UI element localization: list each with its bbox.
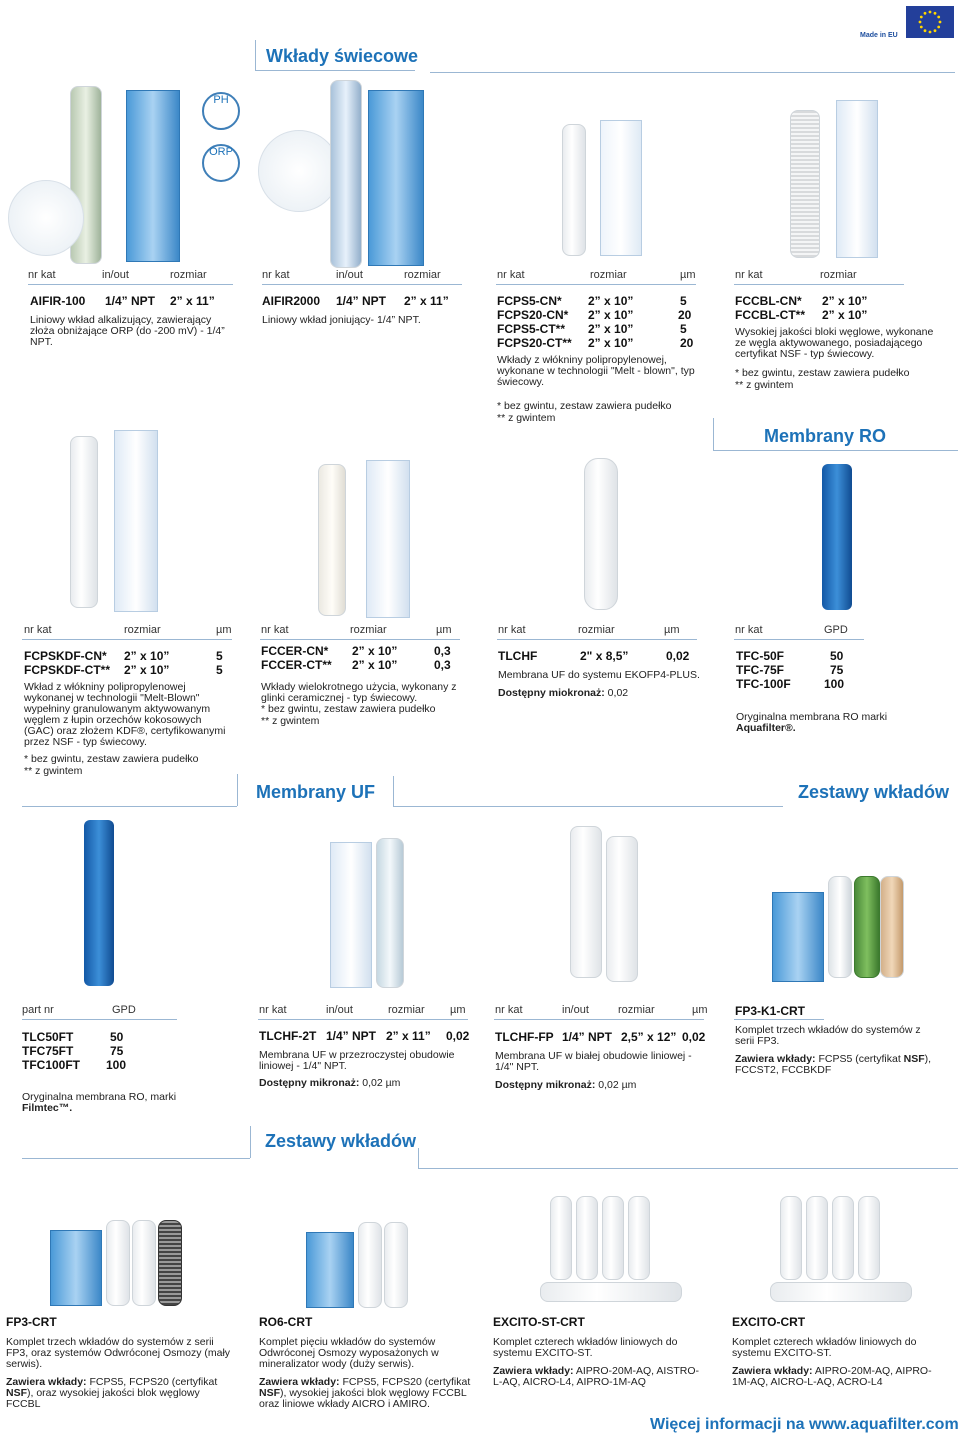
col-header: µm — [450, 1004, 466, 1016]
product-image-fp3-k1-crt — [772, 872, 902, 982]
footnote: ** z gwintem — [497, 412, 556, 424]
product-description: Komplet pięciu wkładów do systemów Odwróconej Osmozy wyposażonych w mineralizator wody (duży serwis). — [259, 1336, 439, 1370]
section-rule — [418, 1168, 958, 1169]
product-micron: 5 — [216, 663, 223, 677]
contents-label: Zawiera wkłady: — [493, 1365, 574, 1377]
product-code: TLCHF-2T — [259, 1029, 317, 1043]
availability-label: Dostępny mikronaż: — [259, 1077, 360, 1089]
col-header: rozmiar — [590, 269, 627, 281]
product-micron: 0,3 — [434, 644, 451, 658]
table-rule — [22, 1019, 177, 1020]
availability — [498, 688, 628, 699]
contents-cert: NSF — [259, 1387, 280, 1399]
availability-label: Dostępny miokronaż: — [498, 687, 605, 699]
table-rule — [494, 1019, 704, 1020]
product-gpd: 50 — [110, 1030, 124, 1044]
product-contents — [493, 1366, 708, 1388]
product-image-tlchf-fp — [570, 826, 650, 984]
product-contents — [259, 1377, 484, 1410]
section-rule-v — [237, 774, 238, 806]
product-image-excito-crt — [770, 1196, 920, 1312]
orp-badge-icon — [202, 144, 240, 182]
product-code: TFC-100F — [736, 677, 791, 691]
section-rule-v — [713, 418, 714, 450]
product-gpd: 50 — [830, 649, 844, 663]
contents-label: Zawiera wkłady: — [735, 1053, 816, 1065]
footnote: * bez gwintu, zestaw zawiera pudełko — [24, 753, 199, 765]
section-title-swiecowe: Wkłady świecowe — [266, 46, 419, 66]
eu-flag-icon — [906, 6, 954, 38]
ph-badge-icon — [202, 92, 240, 130]
product-description: Liniowy wkład alkalizujący, zawierający złoża obniżające ORP (do -200 mV) - 1/4” NPT. — [30, 314, 225, 348]
product-code: FCCER-CT** — [261, 658, 332, 672]
product-image-tlchf-2t — [330, 838, 440, 988]
col-header: in/out — [562, 1004, 589, 1016]
product-code: FCCBL-CT** — [735, 308, 805, 322]
product-code: FCPS5-CN* — [497, 294, 562, 308]
product-code: FCPSKDF-CT** — [24, 663, 110, 677]
table-rule — [258, 1019, 468, 1020]
col-header: nr kat — [735, 269, 763, 281]
col-header: rozmiar — [124, 624, 161, 636]
product-description: Wkłady wielokrotnego użycia, wykonany z glinki ceramicznej - typ świecowy. — [261, 681, 457, 704]
col-header: in/out — [326, 1004, 353, 1016]
table-rule — [734, 639, 864, 640]
footnote: ** z gwintem — [735, 379, 794, 391]
product-code: FCCBL-CN* — [735, 294, 802, 308]
orp-label: ORP — [209, 146, 233, 158]
col-header: rozmiar — [820, 269, 857, 281]
product-code: FP3-K1-CRT — [735, 1004, 806, 1018]
product-code: TLC50FT — [22, 1030, 74, 1044]
product-image-excito-st-crt — [540, 1196, 690, 1312]
ph-label: PH — [213, 94, 229, 106]
product-micron: 0,02 — [666, 649, 690, 663]
product-code: FCPS20-CT** — [497, 336, 572, 350]
col-header: rozmiar — [388, 1004, 425, 1016]
contents-text: AIPRO-20M-AQ, AISTRO-L-AQ, AICRO-L4, AIPRO-1M-AQ — [493, 1365, 699, 1388]
product-description: Membrana UF w przezroczystej obudowie liniowej - 1/4" NPT. — [259, 1049, 455, 1072]
contents-text: AIPRO-20M-AQ, AIPRO-1M-AQ, AICRO-L-AQ, ACRO-L4 — [732, 1365, 932, 1388]
col-header: rozmiar — [618, 1004, 655, 1016]
eu-stars-icon — [906, 6, 954, 38]
product-size: 2” x 11” — [404, 294, 449, 308]
product-description: Komplet trzech wkładów do systemów z serii FP3. — [735, 1024, 921, 1047]
product-contents — [6, 1377, 226, 1410]
product-code: FCPS20-CN* — [497, 308, 569, 322]
product-micron: 5 — [680, 294, 687, 308]
product-description: Membrana UF do systemu EKOFP4-PLUS. — [498, 669, 700, 681]
product-code: TLCHF — [498, 649, 538, 663]
product-code: FCPSKDF-CN* — [24, 649, 107, 663]
product-code: TFC75FT — [22, 1044, 74, 1058]
product-size: 2” x 10” — [352, 658, 398, 672]
section-rule-v — [418, 1148, 419, 1168]
contents-text: ), wysokiej jakości blok węglowy FCCBL oraz liniowe wkłady AICRO i AMIRO. — [259, 1387, 467, 1410]
contents-label: Zawiera wkłady: — [732, 1365, 813, 1377]
contents-text: ), FCCST2, FCCBKDF — [735, 1053, 932, 1076]
product-image-filmtec-membrane — [80, 820, 120, 988]
product-contents — [735, 1054, 945, 1076]
product-micron: 20 — [678, 308, 692, 322]
product-code: RO6-CRT — [259, 1315, 313, 1329]
section-rule — [713, 450, 958, 451]
footnote: * bez gwintu, zestaw zawiera pudełko — [261, 703, 436, 715]
made-in-eu-label: Made in EU — [860, 32, 898, 39]
footnote: * bez gwintu, zestaw zawiera pudełko — [497, 400, 672, 412]
product-description: Wkład z włókniny polipropylenowej wykonanej w technologii "Melt-Blown" wypełniny granulowanym aktywowanym węglem z łupin orzechów kokosowych (GAC) oraz złożem KDF®, certyfikowanymi przez NSF - typ świecowy. — [24, 681, 226, 748]
section-rule-v — [393, 776, 394, 806]
footnote: * bez gwintu, zestaw zawiera pudełko — [735, 367, 910, 379]
product-image-fcpskdf — [70, 430, 180, 615]
product-size: 2” x 10” — [352, 644, 398, 658]
section-rule — [393, 806, 783, 807]
col-header: nr kat — [262, 269, 290, 281]
product-description: Liniowy wkład joniujący- 1/4” NPT. — [262, 314, 421, 326]
table-rule — [260, 639, 460, 640]
product-image-fp3-crt — [50, 1218, 180, 1308]
col-header: rozmiar — [404, 269, 441, 281]
contents-label: Zawiera wkłady: — [6, 1376, 87, 1388]
product-image-aifir2000 — [258, 80, 478, 270]
brand-name: Filmtec™. — [22, 1102, 73, 1114]
col-header: nr kat — [497, 269, 525, 281]
table-rule — [496, 284, 696, 285]
product-image-fcps — [556, 120, 656, 260]
product-description: Komplet czterech wkładów liniowych do systemu EXCITO-ST. — [732, 1336, 917, 1359]
table-rule — [734, 284, 904, 285]
col-header: µm — [692, 1004, 708, 1016]
product-code: AIFIR2000 — [262, 294, 321, 308]
col-header: nr kat — [28, 269, 56, 281]
col-header: rozmiar — [170, 269, 207, 281]
product-code: FP3-CRT — [6, 1315, 57, 1329]
product-size: 2,5” x 12” — [621, 1030, 677, 1044]
product-gpd: 75 — [830, 663, 844, 677]
product-inout: 1/4” NPT — [326, 1029, 377, 1043]
section-title-zestawy-1: Zestawy wkładów — [798, 782, 950, 802]
product-contents — [732, 1366, 947, 1388]
product-image-fccer — [318, 460, 428, 620]
product-code: TFC-75F — [736, 663, 784, 677]
section-title-zestawy-2: Zestawy wkładów — [265, 1131, 417, 1151]
product-description: Membrana UF w białej obudowie liniowej - 1/4" NPT. — [495, 1050, 692, 1073]
product-description — [22, 1092, 222, 1114]
product-size: 2” x 10” — [124, 663, 170, 677]
product-description — [736, 712, 936, 734]
col-header: rozmiar — [350, 624, 387, 636]
description-text: Oryginalna membrana RO marki — [736, 711, 888, 723]
product-code: TLCHF-FP — [495, 1030, 554, 1044]
table-rule — [22, 639, 232, 640]
col-header: µm — [436, 624, 452, 636]
product-size: 2” x 10” — [124, 649, 170, 663]
contents-cert: NSF — [6, 1387, 27, 1399]
product-code: AIFIR-100 — [30, 294, 86, 308]
col-header: nr kat — [735, 624, 763, 636]
col-header: µm — [664, 624, 680, 636]
contents-text: FCPS5 (certyfikat — [815, 1053, 904, 1065]
col-header: in/out — [336, 269, 363, 281]
section-rule — [22, 806, 237, 807]
availability-label: Dostępny mikronaż: — [495, 1079, 596, 1091]
col-header: rozmiar — [578, 624, 615, 636]
availability-value: 0,02 — [604, 687, 629, 699]
col-header: nr kat — [495, 1004, 523, 1016]
product-size: 2” x 11” — [386, 1029, 431, 1043]
product-inout: 1/4” NPT — [105, 294, 156, 308]
contents-label: Zawiera wkłady: — [259, 1376, 340, 1388]
table-rule — [497, 639, 697, 640]
table-rule — [28, 284, 233, 285]
product-micron: 0,02 — [682, 1030, 706, 1044]
col-header: µm — [680, 269, 696, 281]
section-rule-v — [255, 40, 256, 70]
contents-text: FCPS5, FCPS20 (certyfikat — [339, 1376, 471, 1388]
description-text: Oryginalna membrana RO, marki — [22, 1091, 177, 1103]
product-code: TFC-50F — [736, 649, 784, 663]
footnote: ** z gwintem — [261, 715, 320, 727]
availability — [259, 1078, 400, 1089]
product-micron: 0,02 — [446, 1029, 470, 1043]
availability — [495, 1080, 636, 1091]
contents-cert: NSF — [903, 1053, 925, 1065]
product-code: FCPS5-CT** — [497, 322, 566, 336]
col-header: nr kat — [259, 1004, 287, 1016]
product-image-tfc-membrane — [818, 464, 858, 614]
contents-text: FCPS5, FCPS20 (certyfikat — [86, 1376, 218, 1388]
product-image-fccbl — [790, 100, 890, 260]
product-code: TFC100FT — [22, 1058, 81, 1072]
col-header: GPD — [824, 624, 848, 636]
product-size: 2” x 10” — [588, 336, 634, 350]
brand-name: Aquafilter®. — [736, 722, 796, 734]
product-micron: 5 — [680, 322, 687, 336]
product-inout: 1/4” NPT — [562, 1030, 613, 1044]
product-image-ro6-crt — [306, 1222, 416, 1310]
product-size: 2” x 10” — [822, 308, 868, 322]
footer-more-info-link[interactable]: Więcej informacji na www.aquafilter.com — [650, 1416, 959, 1433]
col-header: nr kat — [261, 624, 289, 636]
col-header: part nr — [22, 1004, 54, 1016]
product-inout: 1/4” NPT — [336, 294, 387, 308]
table-rule — [734, 1019, 824, 1020]
product-size: 2” x 11” — [170, 294, 215, 308]
product-description: Wkłady z włókniny polipropylenowej, wykonane w technologii "Melt - blown", typ świecowy. — [497, 354, 695, 388]
col-header: GPD — [112, 1004, 136, 1016]
product-gpd: 100 — [824, 677, 845, 691]
product-gpd: 100 — [106, 1058, 127, 1072]
section-rule-v — [250, 1126, 251, 1158]
availability-value: 0,02 µm — [359, 1077, 401, 1089]
col-header: nr kat — [498, 624, 526, 636]
col-header: nr kat — [24, 624, 52, 636]
product-description: Wysokiej jakości bloki węglowe, wykonane ze węgla aktywowanego, posiadającego certyfikat NSF - typ świecowy. — [735, 326, 934, 360]
section-title-membrany-ro: Membrany RO — [764, 426, 887, 446]
product-size: 2" x 8,5” — [580, 649, 629, 663]
section-rule — [255, 70, 415, 71]
product-size: 2” x 10” — [822, 294, 868, 308]
availability-value: 0,02 µm — [595, 1079, 637, 1091]
product-code: FCCER-CN* — [261, 644, 329, 658]
product-micron: 20 — [680, 336, 694, 350]
footnote: ** z gwintem — [24, 765, 83, 777]
product-code: EXCITO-ST-CRT — [493, 1315, 585, 1329]
product-micron: 0,3 — [434, 658, 451, 672]
contents-text: ), oraz wysokiej jakości blok węglowy FCCBL — [6, 1387, 200, 1410]
col-header: µm — [216, 624, 232, 636]
header-rule — [430, 72, 955, 73]
product-image-tlchf — [580, 458, 620, 614]
table-rule — [262, 284, 462, 285]
product-size: 2” x 10” — [588, 294, 634, 308]
product-size: 2” x 10” — [588, 322, 634, 336]
product-description: Komplet trzech wkładów do systemów z serii FP3, oraz systemów Odwróconej Osmozy (mały serwis). — [6, 1336, 231, 1370]
col-header: in/out — [102, 269, 129, 281]
product-micron: 5 — [216, 649, 223, 663]
section-rule — [22, 1158, 250, 1159]
product-gpd: 75 — [110, 1044, 124, 1058]
product-code: EXCITO-CRT — [732, 1315, 806, 1329]
product-size: 2” x 10” — [588, 308, 634, 322]
product-description: Komplet czterech wkładów liniowych do systemu EXCITO-ST. — [493, 1336, 678, 1359]
section-title-membrany-uf: Membrany UF — [256, 782, 376, 802]
